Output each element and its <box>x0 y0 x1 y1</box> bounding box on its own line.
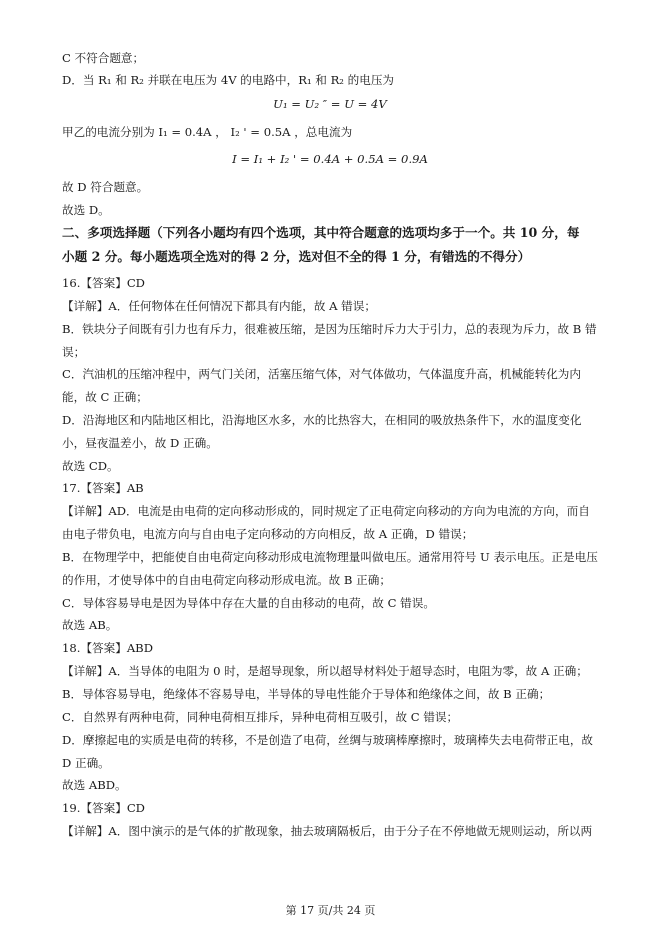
text-line: 【详解】A．当导体的电阻为 0 时，是超导现象，所以超导材料处于超导态时，电阻为零，故 A 正确； <box>62 664 588 678</box>
text-line: 【详解】AD．电流是由电荷的定向移动形成的，同时规定了正电荷定向移动的方向为电流的方向，而自 <box>62 504 590 518</box>
text-line: C 不符合题意； <box>62 51 145 65</box>
text-line: 能，故 C 正确； <box>62 390 148 404</box>
page-number: 第 17 页/共 24 页 <box>285 904 376 917</box>
text-line: 小，昼夜温差小，故 D 正确。 <box>62 436 218 450</box>
text-line: 故选 D。 <box>62 203 110 217</box>
text-line: B．铁块分子间既有引力也有斥力，很难被压缩，是因为压缩时斥力大于引力，总的表现为斥力，故 B 错 <box>62 322 597 336</box>
text-line: B．在物理学中，把能使自由电荷定向移动形成电流物理量叫做电压。通常用符号 U 表示电压。正是电压 <box>62 550 598 564</box>
text-line: 【详解】A．图中演示的是气体的扩散现象，抽去玻璃隔板后，由于分子在不停地做无规则运动，所以两 <box>62 824 593 838</box>
section-heading: 二、多项选择题（下列各小题均有四个选项，其中符合题意的选项均多于一个。共 10 分，每 <box>62 226 580 240</box>
text-line: 故选 AB。 <box>62 618 118 632</box>
text-line: D．沿海地区和内陆地区相比，沿海地区水多，水的比热容大，在相同的吸放热条件下，水的温度变化 <box>62 413 582 427</box>
text-line: 故 D 符合题意。 <box>62 180 149 194</box>
text-line: 故选 ABD。 <box>62 778 127 792</box>
text-line: D 正确。 <box>62 756 110 770</box>
text-line: 误； <box>62 345 86 359</box>
text-line: D．摩擦起电的实质是电荷的转移，不是创造了电荷，丝绸与玻璃棒摩擦时，玻璃棒失去电荷带正电，故 <box>62 733 594 747</box>
answer-line: 19.【答案】CD <box>62 801 145 815</box>
text-line: 故选 CD。 <box>62 459 119 473</box>
text-line: C．导体容易导电是因为导体中存在大量的自由移动的电荷，故 C 错误。 <box>62 596 435 610</box>
answer-line: 18.【答案】ABD <box>62 641 154 655</box>
answer-line: 17.【答案】AB <box>62 481 144 495</box>
formula-line: I = I₁ + I₂ ' = 0.4A + 0.5A = 0.9A <box>232 152 428 166</box>
formula-line: U₁ = U₂ ″ = U = 4V <box>273 97 387 111</box>
text-line: 【详解】A．任何物体在任何情况下都具有内能，故 A 错误； <box>62 299 376 313</box>
section-heading: 小题 2 分。每小题选项全选对的得 2 分，选对但不全的得 1 分，有错选的不得分） <box>62 250 531 264</box>
text-line: 由电子带负电，电流方向与自由电子定向移动的方向相反，故 A 正确，D 错误； <box>62 527 474 541</box>
text-line: C．汽油机的压缩冲程中，两气门关闭，活塞压缩气体，对气体做功，气体温度升高，机械能转化为内 <box>62 367 581 381</box>
text-line: C．自然界有两种电荷，同种电荷相互排斥，异种电荷相互吸引，故 C 错误； <box>62 710 459 724</box>
text-line: 甲乙的电流分别为 I₁ = 0.4A ， I₂ ' = 0.5A ，总电流为 <box>62 125 353 139</box>
answer-line: 16.【答案】CD <box>62 276 145 290</box>
text-line: B．导体容易导电，绝缘体不容易导电，半导体的导电性能介于导体和绝缘体之间，故 B 正确； <box>62 687 551 701</box>
text-line: 的作用，才使导体中的自由电荷定向移动形成电流。故 B 正确； <box>62 573 391 587</box>
text-line: D．当 R₁ 和 R₂ 并联在电压为 4V 的电路中，R₁ 和 R₂ 的电压为 <box>62 73 395 87</box>
